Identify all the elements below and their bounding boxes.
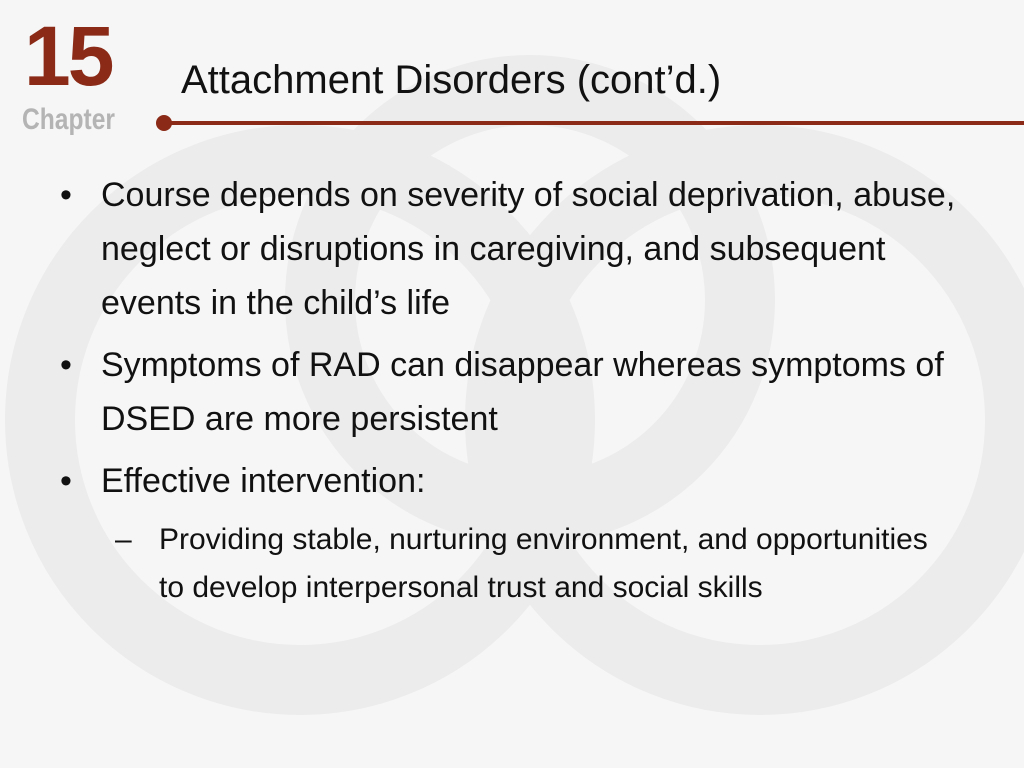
chapter-number: 15	[24, 9, 112, 103]
bullet-icon: •	[60, 462, 72, 500]
bullet-icon: •	[60, 176, 72, 214]
bullet-item	[60, 168, 960, 330]
chapter-label: Chapter	[22, 103, 115, 136]
slide-content	[60, 168, 960, 620]
dash-icon: –	[115, 523, 132, 556]
slide-title: Attachment Disorders (cont’d.)	[181, 58, 722, 102]
sub-bullet-item	[115, 516, 960, 612]
bullet-text: Course depends on severity of social deprivation, abuse, neglect or disruptions in caregiving, and subsequent events in the child’s life	[101, 176, 956, 322]
sub-bullet-list	[101, 516, 960, 612]
chapter-badge	[18, 6, 148, 146]
sub-bullet-text: Providing stable, nurturing environment, and opportunities to develop interpersonal trust and social skills	[159, 523, 928, 604]
bullet-list	[60, 168, 960, 612]
bullet-text: Symptoms of RAD can disappear whereas symptoms of DSED are more persistent	[101, 346, 944, 438]
bullet-icon: •	[60, 346, 72, 384]
bullet-text: Effective intervention:	[101, 462, 426, 500]
bullet-item	[60, 454, 960, 612]
bullet-item	[60, 338, 960, 446]
title-rule	[163, 121, 1024, 125]
